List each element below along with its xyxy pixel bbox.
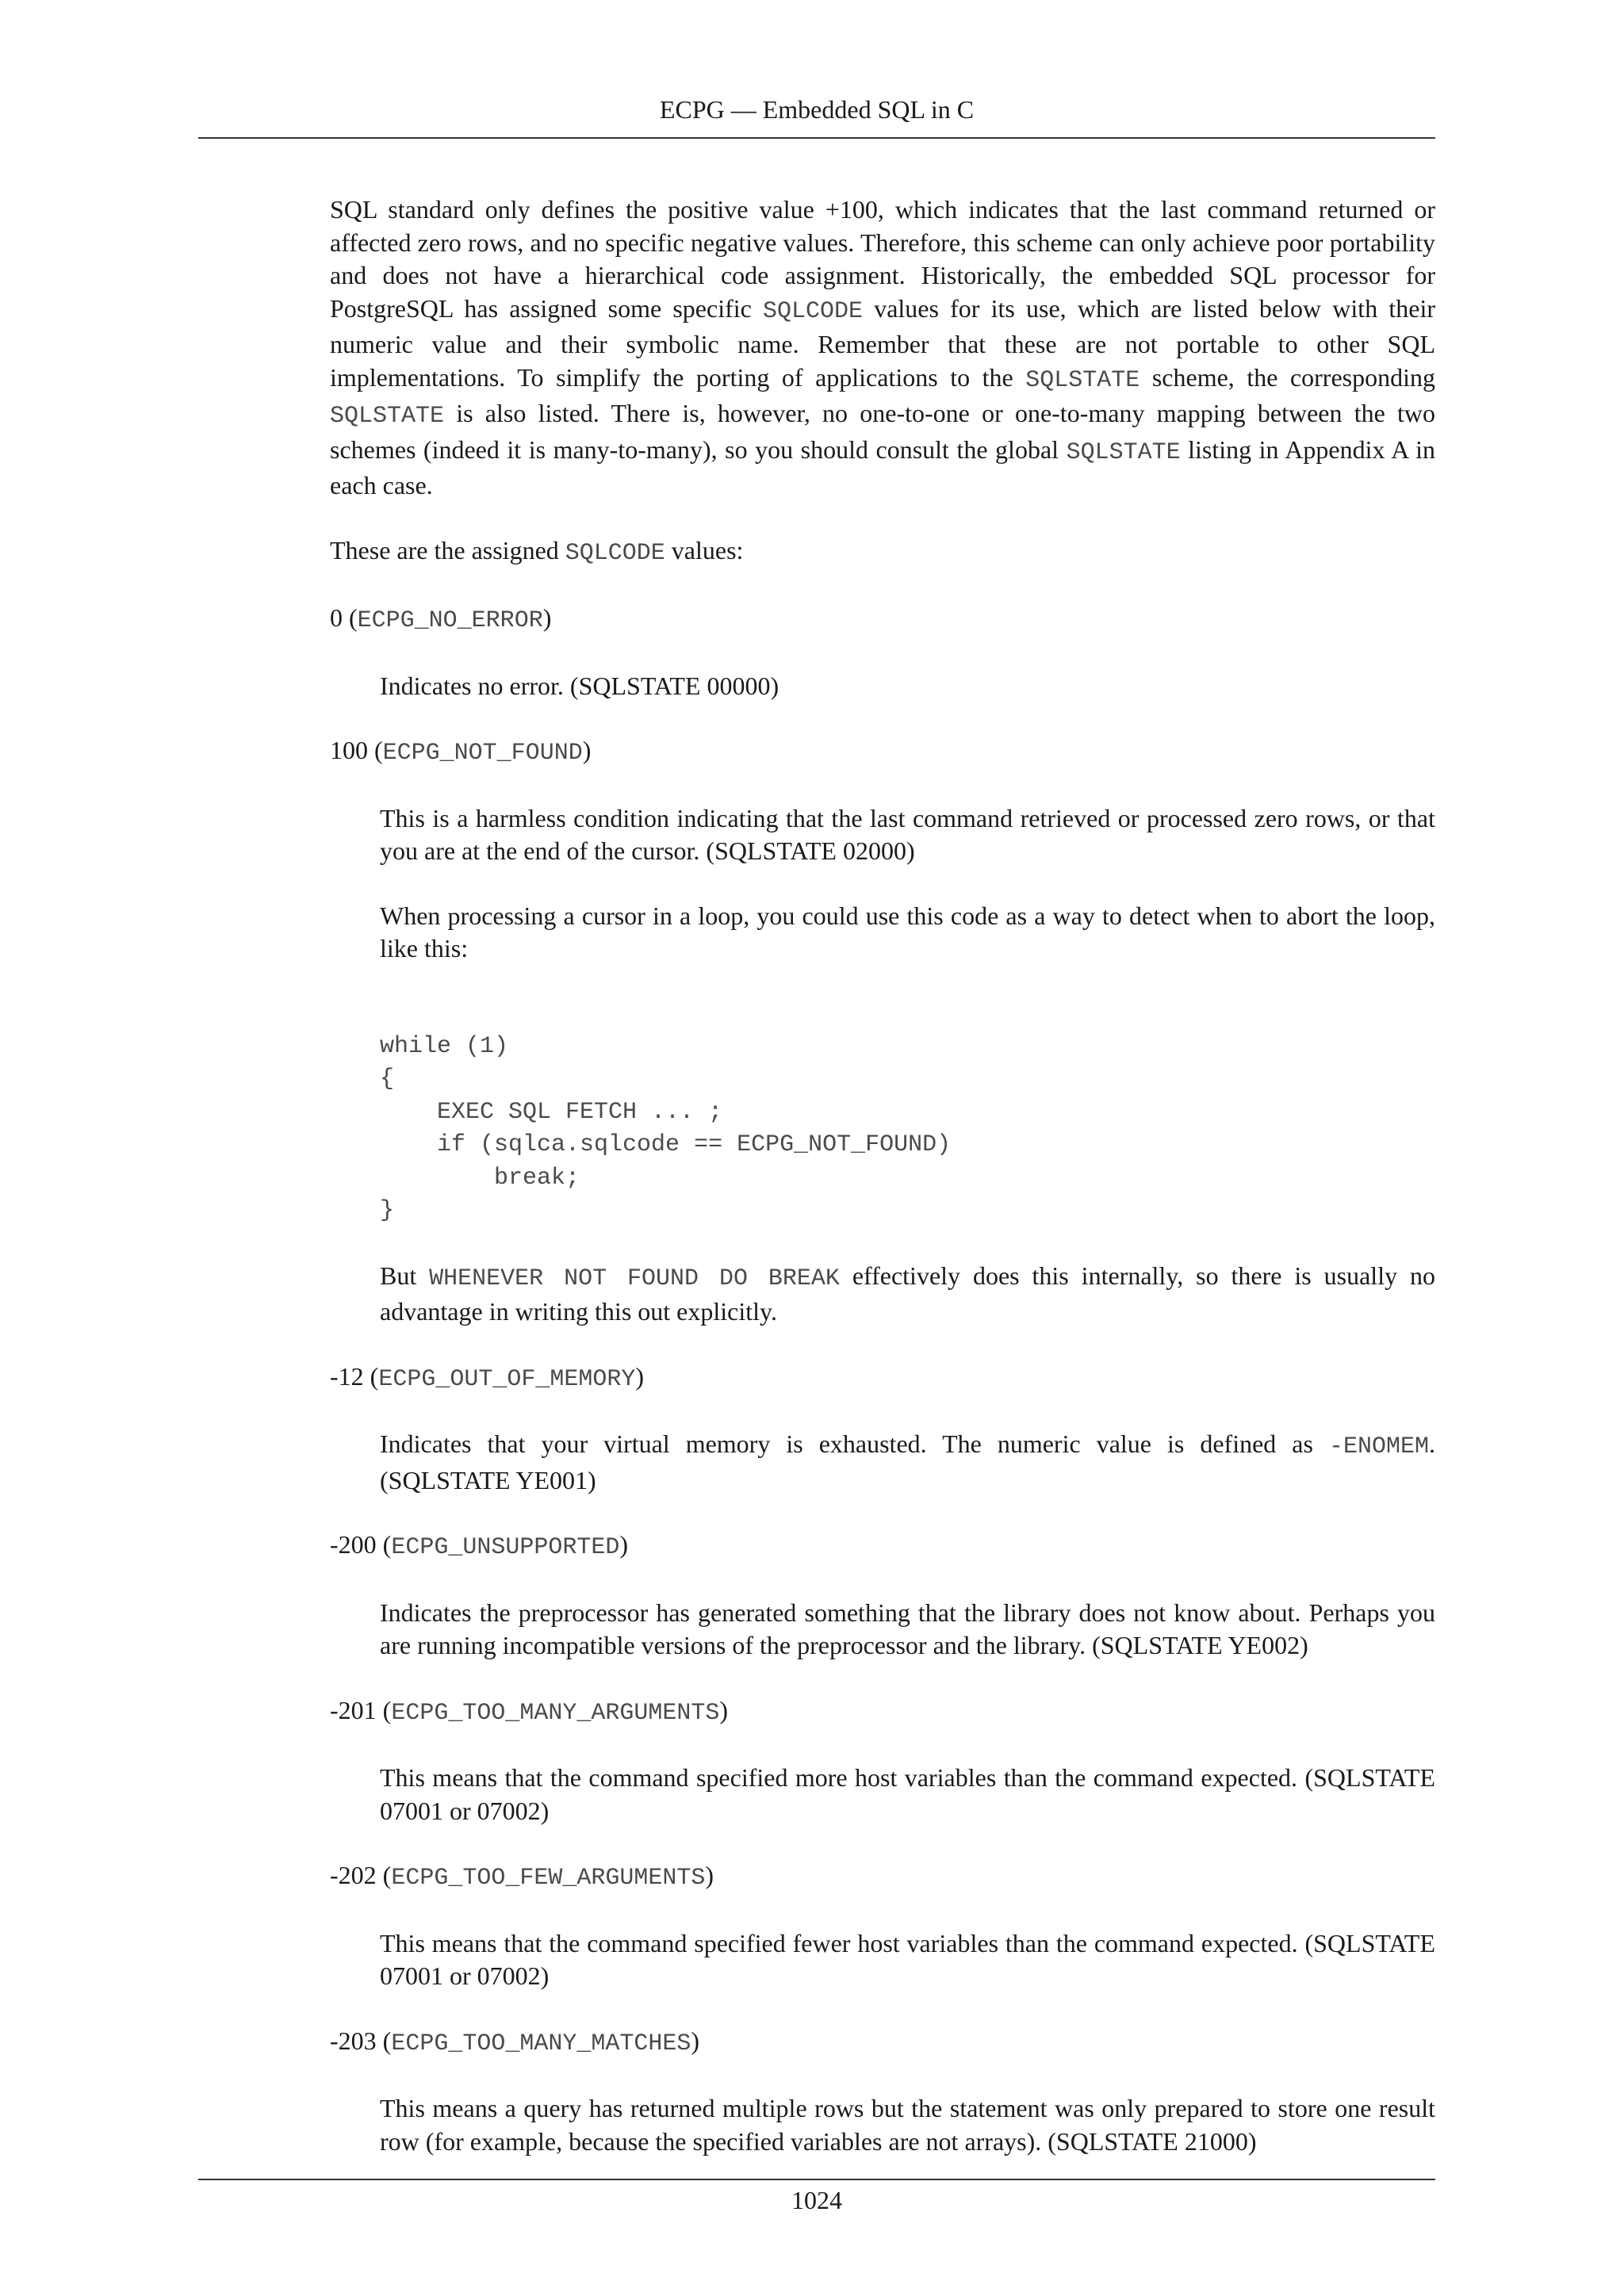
constant-name: ECPG_OUT_OF_MEMORY (378, 1365, 636, 1393)
inline-code: SQLSTATE (1066, 438, 1181, 466)
page-body (330, 193, 1435, 2158)
inline-code: SQLSTATE (1025, 366, 1140, 394)
code-example: while (1) { EXEC SQL FETCH ... ; if (sqlca.sqlcode == ECPG_NOT_FOUND) break; } (380, 1032, 952, 1224)
entry-term-too-many-arguments: -201 (ECPG_TOO_MANY_ARGUMENTS) (330, 1695, 729, 1727)
entry-term-not-found: 100 (ECPG_NOT_FOUND) (330, 736, 592, 767)
constant-name: ECPG_NO_ERROR (357, 607, 543, 634)
definition-text: Indicates that your virtual memory is exhausted. The numeric value is defined as -ENOMEM. (SQLSTATE YE001) (380, 1429, 1435, 1494)
header-rule (198, 137, 1435, 139)
constant-name: ECPG_TOO_FEW_ARGUMENTS (391, 1865, 706, 1892)
entry-term-too-few-arguments: -202 (ECPG_TOO_FEW_ARGUMENTS) (330, 1861, 714, 1892)
entry-definition-too-many-matches (380, 2092, 1435, 2158)
constant-name: ECPG_TOO_MANY_MATCHES (391, 2030, 691, 2057)
definition-text: Indicates no error. (SQLSTATE 00000) (380, 671, 779, 700)
entry-definition-not-found (380, 802, 1435, 966)
inline-code: SQLCODE (763, 297, 864, 325)
definition-text: This means that the command specified fewer host variables than the command expected. (SQLSTATE 07001 or 07002) (380, 1928, 1435, 1990)
assigned-values-paragraph: These are the assigned SQLCODE values: (330, 535, 744, 567)
entry-definition-too-many-arguments (380, 1762, 1435, 1827)
entry-term-too-many-matches: -203 (ECPG_TOO_MANY_MATCHES) (330, 2026, 700, 2057)
entry-definition-too-few-arguments (380, 1927, 1435, 1993)
entry-term-out-of-memory: -12 (ECPG_OUT_OF_MEMORY) (330, 1361, 645, 1393)
entry-definition-unsupported (380, 1597, 1435, 1663)
definition-text: But WHENEVER NOT FOUND DO BREAK effectively does this internally, so there is usually no advantage in writing this out explicitly. (380, 1261, 1435, 1326)
inline-code: SQLCODE (565, 539, 665, 567)
definition-text: Indicates the preprocessor has generated something that the library does not know about. Perhaps you are running incompatible versions of the preprocessor and the library. (SQLSTATE YE002) (380, 1598, 1435, 1659)
entry-term-unsupported: -200 (ECPG_UNSUPPORTED) (330, 1530, 629, 1561)
inline-code: -ENOMEM (1328, 1433, 1429, 1460)
definition-text: When processing a cursor in a loop, you could use this code as a way to detect when to abort the loop, like this: (380, 901, 1435, 962)
entry-definition-not-found-note (380, 1260, 1435, 1329)
page-number: 1024 (791, 2186, 842, 2214)
constant-name: ECPG_NOT_FOUND (382, 740, 583, 767)
running-header: ECPG — Embedded SQL in C (659, 95, 975, 124)
definition-text: This means a query has returned multiple rows but the statement was only prepared to store one result row (for example, because the specified variables are not arrays). (SQLSTATE 21000) (380, 2094, 1435, 2156)
footer-rule (198, 2179, 1435, 2180)
inline-code: WHENEVER NOT FOUND DO BREAK (429, 1265, 840, 1292)
definition-text: This means that the command specified more host variables than the command expected. (SQLSTATE 07001 or 07002) (380, 1763, 1435, 1825)
entry-definition-no-error (380, 670, 1435, 703)
entry-definition-out-of-memory (380, 1428, 1435, 1497)
constant-name: ECPG_UNSUPPORTED (391, 1534, 620, 1561)
definition-text: This is a harmless condition indicating that the last command retrieved or processed zero rows, or that you are at the end of the cursor. (SQLSTATE 02000) (380, 803, 1435, 865)
constant-name: ECPG_TOO_MANY_ARGUMENTS (391, 1699, 720, 1727)
intro-paragraph: SQL standard only defines the positive value +100, which indicates that the last command returned or affected zero rows, and no specific negative values. Therefore, this scheme can only achieve poor portability and does not have a hierarchical code assignment. Historically, the embedded SQL processor for PostgreSQL has assigned some specific SQLCODE values for its use, which are listed below with their numeric value and their symbolic name. Remember that these are not portable to other SQL implementations. To simplify the porting of applications to the SQLSTATE scheme, the corresponding SQLSTATE is also listed. There is, however, no one-to-one or one-to-many mapping between the two schemes (indeed it is many-to-many), so you should consult the global SQLSTATE listing in Appendix A in each case. (330, 195, 1436, 499)
entry-term-no-error: 0 (ECPG_NO_ERROR) (330, 603, 552, 634)
inline-code: SQLSTATE (330, 403, 445, 430)
